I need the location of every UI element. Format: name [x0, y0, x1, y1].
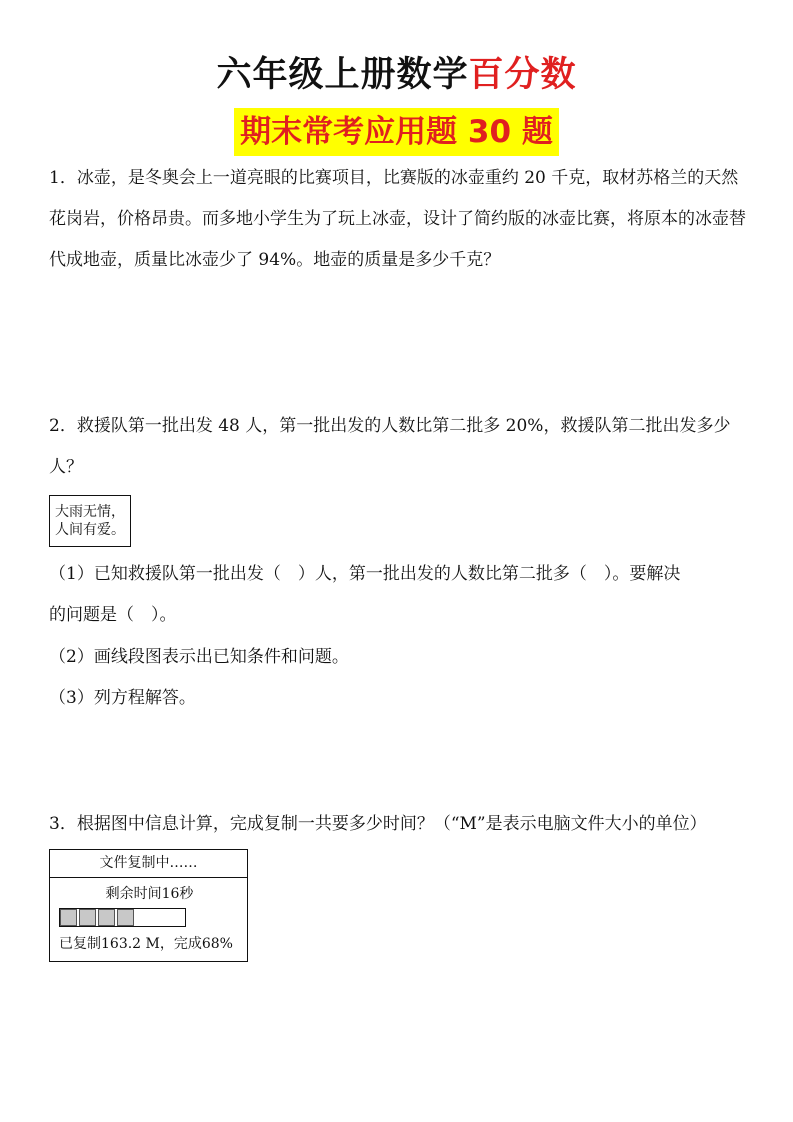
sign-image: [49, 495, 131, 547]
remaining-time: 剩余时间16秒: [105, 886, 194, 902]
progress-bar: [59, 908, 186, 927]
file-copy-dialog: [49, 849, 248, 962]
question-3: 3．根据图中信息计算，完成复制一共要多少时间？（“M”是表示电脑文件大小的单位）: [49, 814, 707, 834]
title-part1: 六年级上册数学: [216, 55, 469, 95]
question-1: 1．冰壶，是冬奥会上一道亮眼的比赛项目，比赛版的冰壶重约 20 千克，取材苏格兰的天然花岗岩，价格昂贵。而多地小学生为了玩上冰壶，设计了简约版的冰壶比赛，将原本的冰壶替代成地壶，质量比冰壶少了 94%。地壶的质量是多少千克？: [49, 168, 746, 270]
page-subtitle: 期末常考应用题 30 题: [234, 108, 559, 156]
page-title: [0, 52, 793, 98]
sign-line-1: 大雨无情，: [55, 504, 125, 520]
title-part2: 百分数: [468, 55, 577, 95]
question-2-sub2: （2）画线段图表示出已知条件和问题。: [49, 647, 349, 667]
dialog-header: 文件复制中……: [50, 850, 247, 878]
question-2-sub1-line2: 的问题是（ ）。: [49, 605, 177, 625]
progress-segment: [117, 909, 134, 926]
progress-segment: [60, 909, 77, 926]
question-2-sub3: （3）列方程解答。: [49, 688, 196, 708]
sign-line-2: 人间有爱。: [55, 522, 125, 538]
copy-status: 已复制163.2 M，完成68%: [59, 936, 233, 952]
progress-segment: [98, 909, 115, 926]
question-2-sub1-line1: （1）已知救援队第一批出发（ ）人，第一批出发的人数比第二批多（ ）。要解决: [49, 564, 681, 584]
question-2: 2．救援队第一批出发 48 人，第一批出发的人数比第二批多 20%，救援队第二批出发多少人？: [49, 416, 731, 477]
progress-segment: [79, 909, 96, 926]
